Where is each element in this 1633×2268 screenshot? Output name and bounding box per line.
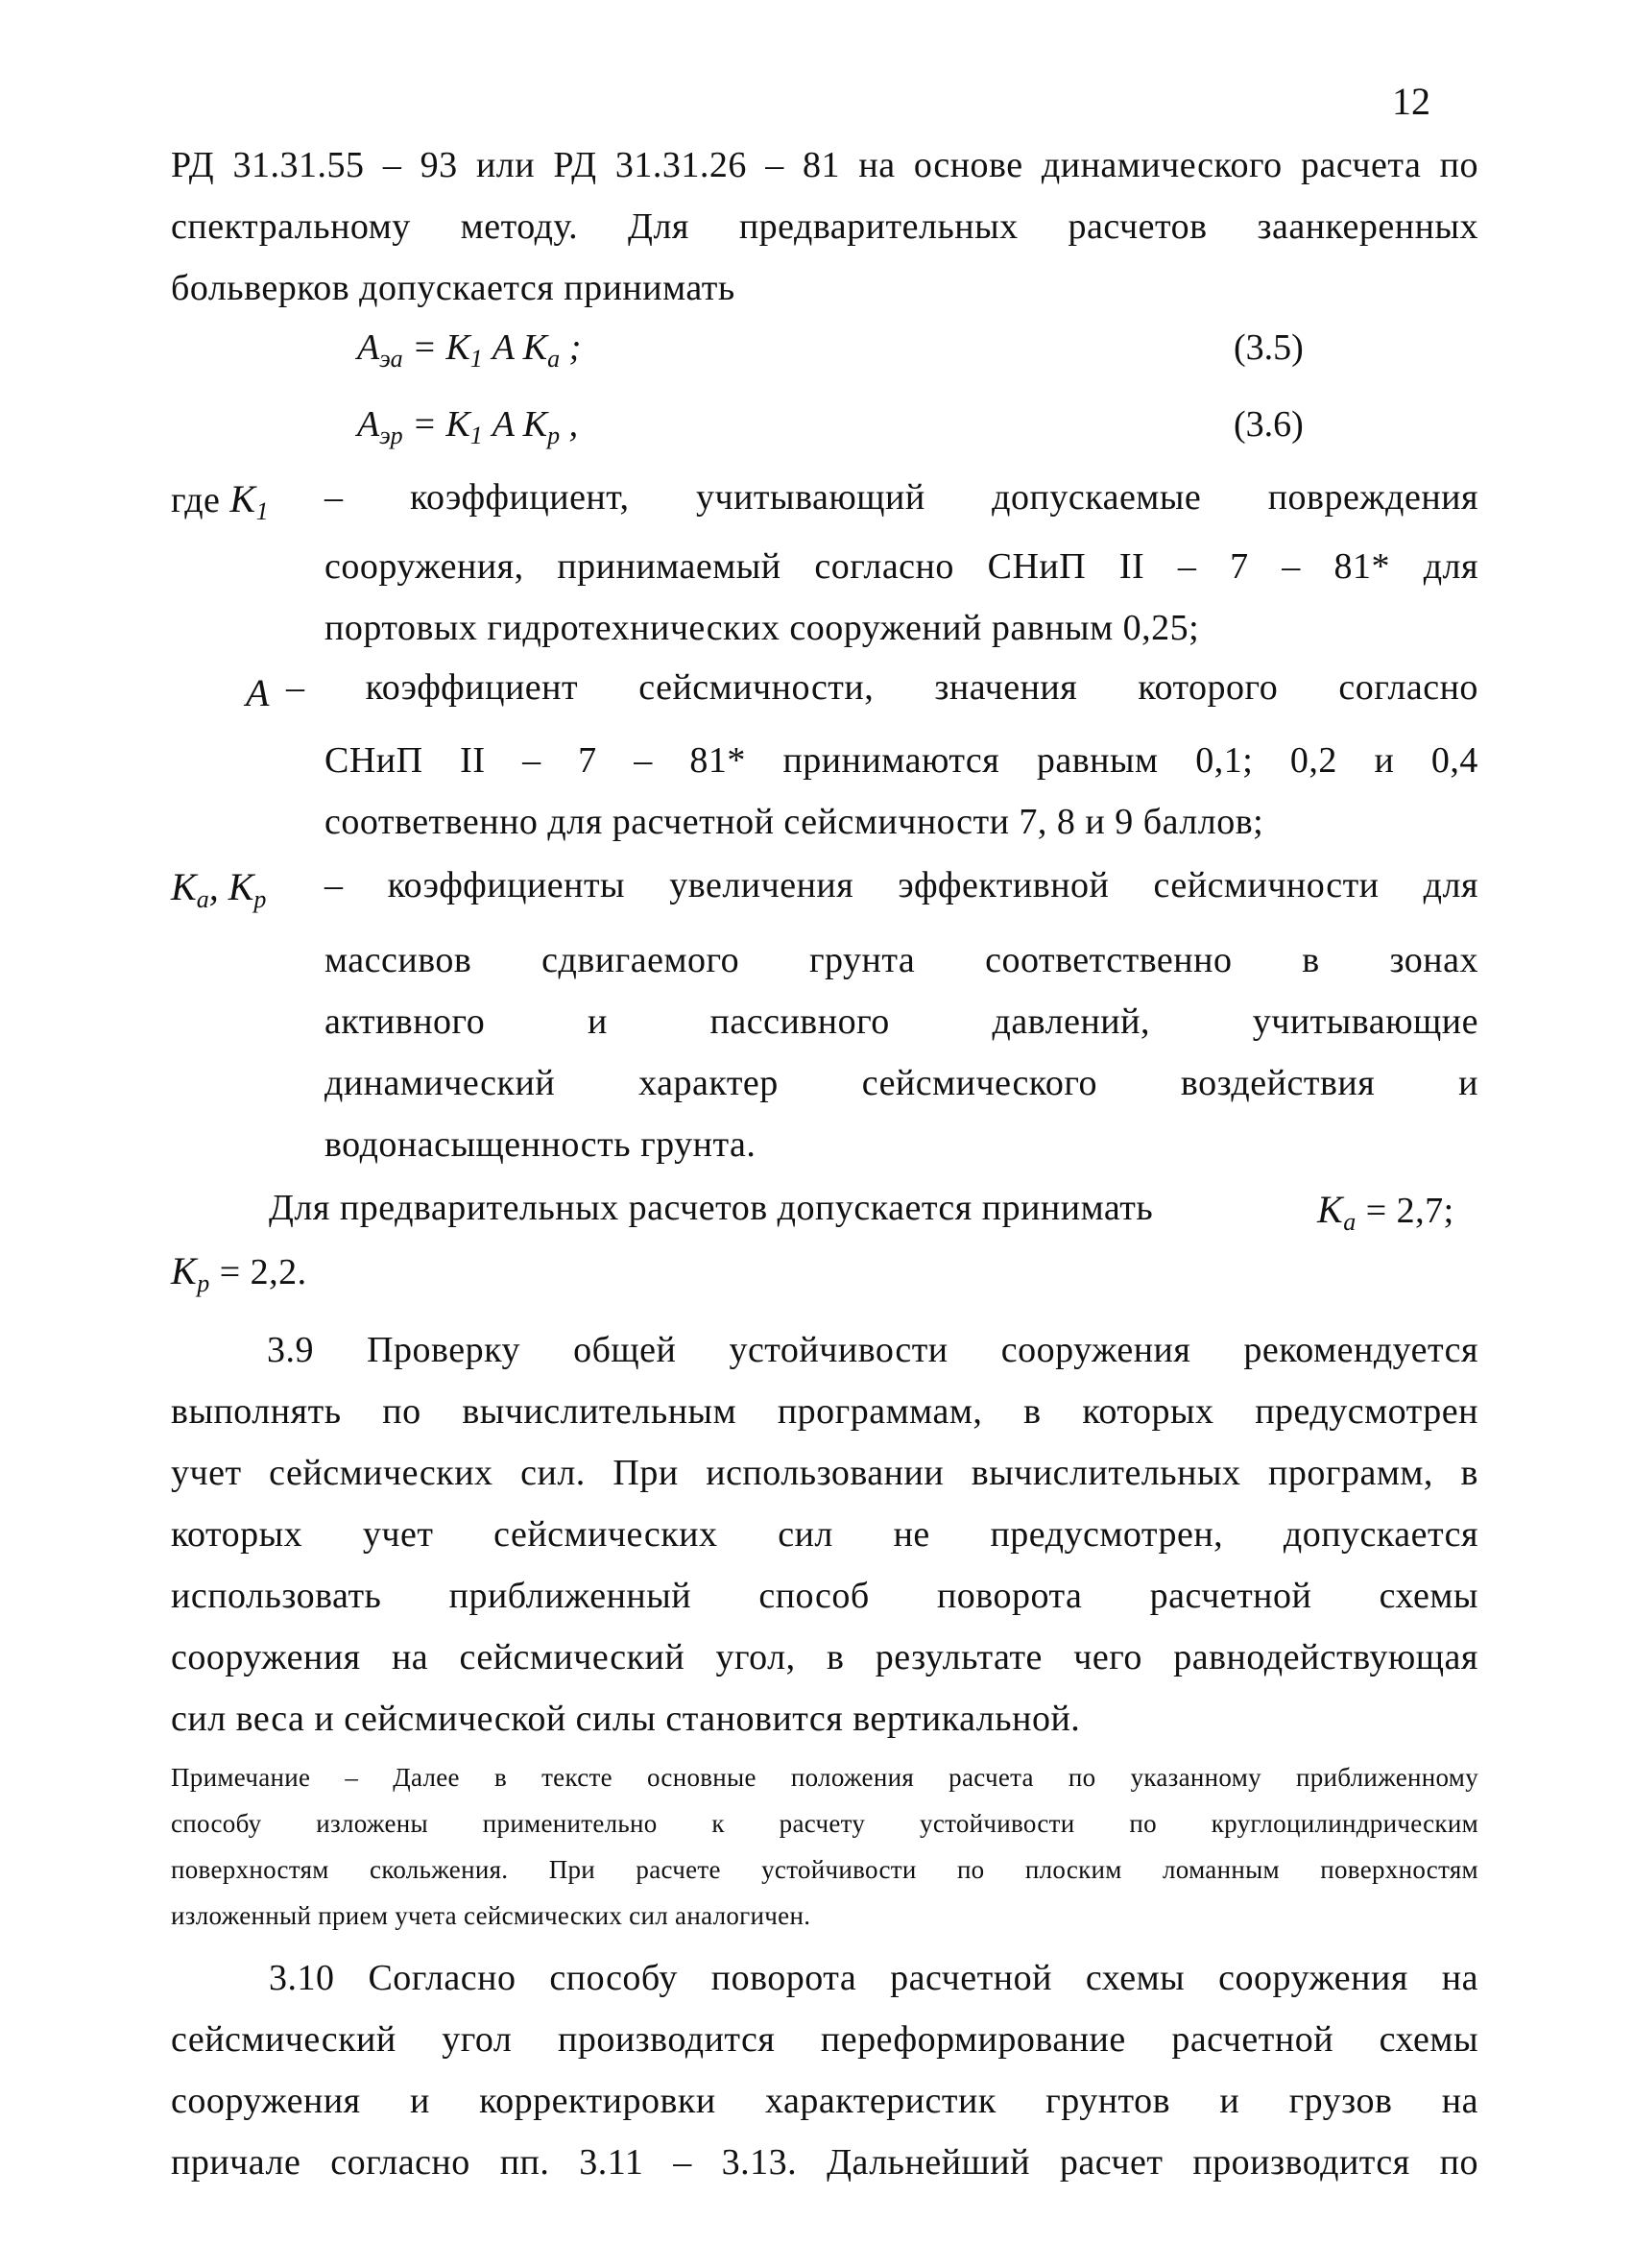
formula-number: (3.5)	[1234, 327, 1304, 368]
section-3-9-line: сил веса и сейсмической силы становится вертикальной.	[171, 1699, 1081, 1739]
section-3-10-line: причале согласно пп. 3.11 – 3.13. Дальнейший расчет производится по	[171, 2142, 1478, 2183]
prelim-kp	[171, 1248, 307, 1298]
where-word: где	[171, 480, 221, 520]
section-3-9-line: выполнять по вычислительным программам, в которых предусмотрен	[171, 1391, 1478, 1432]
kp-value: = 2,2.	[209, 1252, 307, 1292]
formula-rhs: = K	[402, 404, 470, 445]
formula-lhs-sub: эр	[379, 422, 403, 449]
formula-3-5	[357, 326, 581, 374]
formula-rhs-sub: p	[547, 422, 561, 449]
k1-sub: 1	[255, 497, 270, 525]
page-number: 12	[1392, 80, 1430, 123]
note-line: поверхностям скольжения. При расчете устойчивости по плоским ломанным поверхностям	[171, 1855, 1478, 1884]
note-line: изложенный прием учета сейсмических сил аналогичен.	[171, 1901, 811, 1930]
kakp-symbols	[171, 864, 266, 914]
a-symbol: A	[246, 671, 270, 714]
definition-line: СНиП II – 7 – 81* принимаются равным 0,1; 0,2 и 0,4	[324, 740, 1478, 781]
ka-symbol: K	[171, 865, 197, 908]
section-3-9-line: 3.9 Проверку общей устойчивости сооружения рекомендуется	[267, 1330, 1478, 1370]
definition-line: динамический характер сейсмического воздействия и	[324, 1063, 1478, 1103]
section-3-9-line: учет сейсмических сил. При использовании вычислительных программ, в	[171, 1453, 1478, 1493]
definition-line: – коэффициент сейсмичности, значения которого согласно	[286, 667, 1478, 708]
definition-line: массивов сдвигаемого грунта соответственно в зонах	[324, 940, 1478, 980]
paragraph-line: РД 31.31.55 – 93 или РД 31.31.26 – 81 на основе динамического расчета по	[171, 145, 1478, 185]
formula-lhs: A	[357, 327, 380, 368]
formula-rhs: A K	[492, 404, 548, 445]
note-line: способу изложены применительно к расчету устойчивости по круглоцилиндрическим	[171, 1809, 1478, 1838]
formula-rhs-sub: 1	[469, 345, 483, 373]
section-3-10-line: 3.10 Согласно способу поворота расчетной схемы сооружения на	[269, 1958, 1478, 1998]
kp-sub: p	[197, 1269, 210, 1297]
formula-rhs: A K	[492, 327, 548, 368]
definition-line: портовых гидротехнических сооружений равным 0,25;	[324, 608, 1200, 648]
definition-line: водонасыщенность грунта.	[324, 1124, 756, 1165]
ka-sub: a	[196, 885, 209, 913]
formula-rhs-sub: 1	[469, 422, 483, 449]
section-3-9-line: которых учет сейсмических сил не предусмотрен, допускается	[171, 1514, 1478, 1555]
section-3-9-line: использовать приближенный способ поворота расчетной схемы	[171, 1576, 1478, 1616]
formula-rhs-sub: a	[547, 345, 561, 373]
where-label	[171, 476, 269, 526]
definition-line: – коэффициент, учитывающий допускаемые повреждения	[324, 477, 1478, 518]
section-3-9-line: сооружения на сейсмический угол, в результате чего равнодействующая	[171, 1637, 1478, 1677]
note-line: Примечание – Далее в тексте основные положения расчета по указанному приближенному	[171, 1763, 1478, 1792]
prelim-ka	[1317, 1187, 1454, 1237]
formula-3-6	[357, 403, 578, 450]
formula-lhs: A	[357, 404, 380, 445]
definition-line: активного и пассивного давлений, учитывающие	[324, 1001, 1478, 1042]
kp-symbol: K	[228, 865, 254, 908]
ka-value: = 2,7;	[1356, 1191, 1454, 1231]
ka-symbol: K	[1317, 1188, 1344, 1231]
kp-symbol: K	[171, 1249, 198, 1292]
paragraph-line: спектральному методу. Для предварительных расчетов заанкеренных	[171, 206, 1478, 247]
definition-line: сооружения, принимаемый согласно СНиП II – 7 – 81* для	[324, 546, 1478, 587]
prelim-text: Для предварительных расчетов допускается принимать	[269, 1188, 1154, 1228]
formula-rhs: = K	[402, 327, 470, 368]
definition-line: – коэффициенты увеличения эффективной сейсмичности для	[324, 865, 1478, 905]
formula-number: (3.6)	[1234, 404, 1304, 445]
paragraph-line: больверков допускается принимать	[171, 268, 735, 308]
kp-sub: p	[253, 885, 267, 913]
ka-sub: a	[1343, 1208, 1357, 1236]
formula-end: ;	[560, 327, 582, 368]
section-3-10-line: сейсмический угол производится переформирование расчетной схемы	[171, 2019, 1478, 2060]
kakp-separator: ,	[208, 865, 228, 908]
section-3-10-line: сооружения и корректировки характеристик грунтов и грузов на	[171, 2081, 1478, 2121]
k1-symbol: K	[229, 477, 256, 520]
definition-line: соответвенно для расчетной сейсмичности 7, 8 и 9 баллов;	[324, 802, 1264, 842]
formula-end: ,	[560, 404, 579, 445]
formula-lhs-sub: эа	[379, 345, 403, 373]
